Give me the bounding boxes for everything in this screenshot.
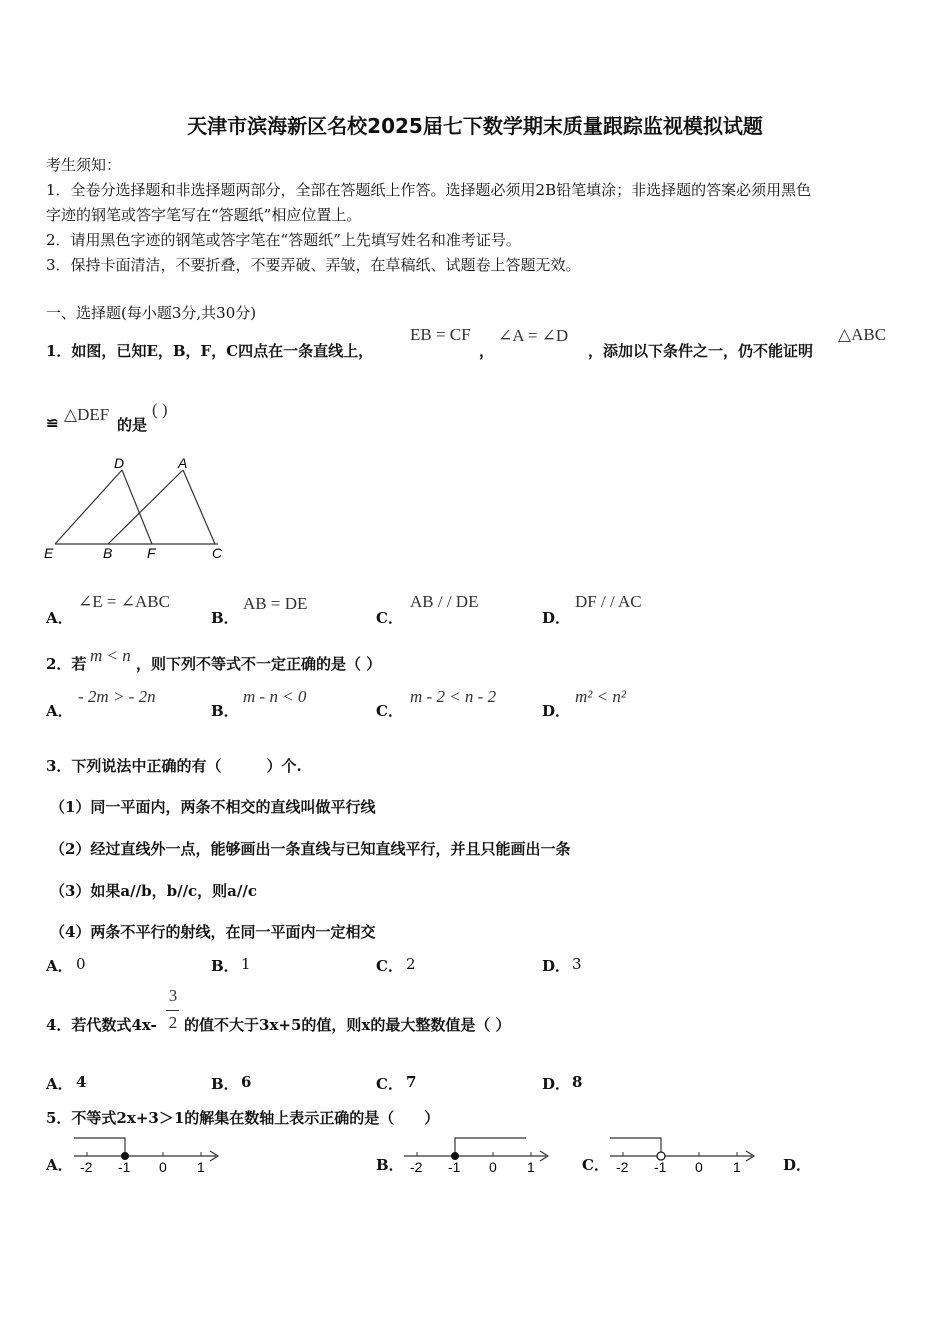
- q1-stem-c: 的是: [117, 416, 148, 434]
- q4-fraction-bar: [166, 1010, 179, 1011]
- q3-option-d-text: 3: [572, 955, 582, 973]
- q1-option-b-letter: B．: [211, 609, 239, 627]
- q2-option-c-letter: C．: [376, 702, 403, 720]
- q5-stem: 5．不等式2x+3＞1的解集在数轴上表示正确的是（ ）: [46, 1109, 440, 1127]
- q5-option-b-letter: B．: [376, 1156, 404, 1174]
- notice-line-1a: 1．全卷分选择题和非选择题两部分，全部在答题纸上作答。选择题必须用2B铅笔填涂；非选择题的答案必须用黑色: [46, 181, 812, 199]
- q1-stem-a: 1．如图，已知E，B，F，C四点在一条直线上，: [46, 342, 374, 360]
- q4-option-c-letter: C．: [376, 1075, 403, 1093]
- q3-option-c-text: 2: [406, 955, 416, 973]
- q2-option-a-text: - 2m > - 2n: [78, 687, 156, 706]
- q4-option-d-letter: D．: [542, 1075, 571, 1093]
- page-title: 天津市滨海新区名校2025届七下数学期末质量跟踪监视模拟试题: [187, 114, 763, 138]
- q1-option-c-letter: C．: [376, 609, 403, 627]
- q4-option-b-text: 6: [241, 1073, 252, 1091]
- q4-stem-b: 的值不大于3x+5的值，则x的最大整数值是（ ）: [184, 1016, 511, 1034]
- q4-stem-a: 4．若代数式4x-: [46, 1016, 157, 1034]
- q5-option-c-letter: C．: [582, 1156, 609, 1174]
- q1-option-d-text: DF / / AC: [575, 592, 642, 611]
- q3-option-d-letter: D．: [542, 957, 571, 975]
- q1-comma: ，: [479, 342, 495, 360]
- label-f: F: [147, 545, 156, 561]
- label-c: C: [212, 545, 223, 561]
- q5-option-c-number-line: [604, 1132, 764, 1176]
- tick-1: 1: [527, 1159, 535, 1175]
- q1-option-a-text: ∠E = ∠ABC: [78, 592, 170, 611]
- q1-congruent-symbol: ≌: [46, 414, 59, 432]
- section-heading: 一、选择题(每小题3分,共30分): [46, 304, 257, 322]
- q1-expr-abc: △ABC: [838, 325, 887, 344]
- tick-0: 0: [489, 1159, 497, 1175]
- q2-option-d-letter: D．: [542, 702, 571, 720]
- q4-fraction-denominator: 2: [168, 1013, 178, 1032]
- q2-option-c-text: m - 2 < n - 2: [410, 687, 497, 706]
- label-a: A: [178, 455, 188, 471]
- label-e: E: [44, 545, 54, 561]
- q2-option-a-letter: A．: [46, 702, 73, 720]
- tick-neg1: -1: [448, 1159, 461, 1175]
- q5-option-a-number-line: [68, 1132, 228, 1176]
- q1-option-d-letter: D．: [542, 609, 571, 627]
- q3-option-a-text: 0: [76, 955, 86, 973]
- tick-neg2: -2: [616, 1159, 629, 1175]
- tick-0: 0: [695, 1159, 703, 1175]
- q3-option-b-text: 1: [241, 955, 251, 973]
- q1-expr-eb-cf: EB = CF: [410, 325, 471, 344]
- tick-1: 1: [733, 1159, 741, 1175]
- tick-neg2: -2: [80, 1159, 93, 1175]
- q5-option-b-number-line: [398, 1132, 558, 1176]
- q1-option-a-letter: A．: [46, 609, 73, 627]
- q4-option-c-text: 7: [406, 1073, 417, 1091]
- q1-expr-angles: ∠A = ∠D: [498, 326, 569, 345]
- q2-option-b-text: m - n < 0: [243, 687, 307, 706]
- q3-item-2: （2）经过直线外一点，能够画出一条直线与已知直线平行，并且只能画出一条: [50, 840, 571, 858]
- q3-option-b-letter: B．: [211, 957, 239, 975]
- tick-1: 1: [197, 1159, 205, 1175]
- q4-fraction-numerator: 3: [168, 986, 178, 1005]
- q2-expr: m < n: [90, 646, 131, 665]
- tick-neg1: -1: [654, 1159, 667, 1175]
- q4-option-b-letter: B．: [211, 1075, 239, 1093]
- q1-answer-paren: ( ): [152, 400, 168, 419]
- q4-option-a-letter: A．: [46, 1075, 73, 1093]
- tick-neg1: -1: [118, 1159, 131, 1175]
- q2-option-d-text: m² < n²: [575, 687, 626, 706]
- q1-triangle-figure: [40, 452, 240, 564]
- label-b: B: [103, 545, 113, 561]
- q5-option-a-letter: A．: [46, 1156, 73, 1174]
- q1-option-c-text: AB / / DE: [410, 592, 479, 611]
- q3-item-3: （3）如果a//b，b//c，则a//c: [50, 882, 257, 900]
- q1-stem-b: ，添加以下条件之一，仍不能证明: [588, 342, 814, 360]
- label-d: D: [114, 455, 125, 471]
- q5-option-d-letter: D．: [783, 1156, 812, 1174]
- q4-option-d-text: 8: [572, 1073, 583, 1091]
- q3-item-4: （4）两条不平行的射线，在同一平面内一定相交: [50, 923, 376, 941]
- q1-option-b-text: AB = DE: [243, 594, 308, 613]
- notice-line-1b: 字迹的钢笔或答字笔写在“答题纸”相应位置上。: [46, 206, 362, 224]
- q1-expr-def: △DEF: [64, 405, 110, 424]
- tick-0: 0: [159, 1159, 167, 1175]
- notice-line-2: 2．请用黑色字迹的钢笔或答字笔在“答题纸”上先填写姓名和准考证号。: [46, 231, 521, 249]
- q3-option-c-letter: C．: [376, 957, 403, 975]
- notice-heading: 考生须知：: [46, 156, 122, 174]
- q3-option-a-letter: A．: [46, 957, 73, 975]
- notice-line-3: 3．保持卡面清洁，不要折叠，不要弄破、弄皱，在草稿纸、试题卷上答题无效。: [46, 256, 581, 274]
- q2-option-b-letter: B．: [211, 702, 239, 720]
- q4-option-a-text: 4: [76, 1073, 87, 1091]
- tick-neg2: -2: [410, 1159, 423, 1175]
- q3-stem: 3．下列说法中正确的有（ ）个.: [46, 757, 302, 775]
- q2-stem-b: ，则下列不等式不一定正确的是（ ）: [136, 655, 382, 673]
- q2-stem-a: 2．若: [46, 655, 87, 673]
- q3-item-1: （1）同一平面内，两条不相交的直线叫做平行线: [50, 798, 376, 816]
